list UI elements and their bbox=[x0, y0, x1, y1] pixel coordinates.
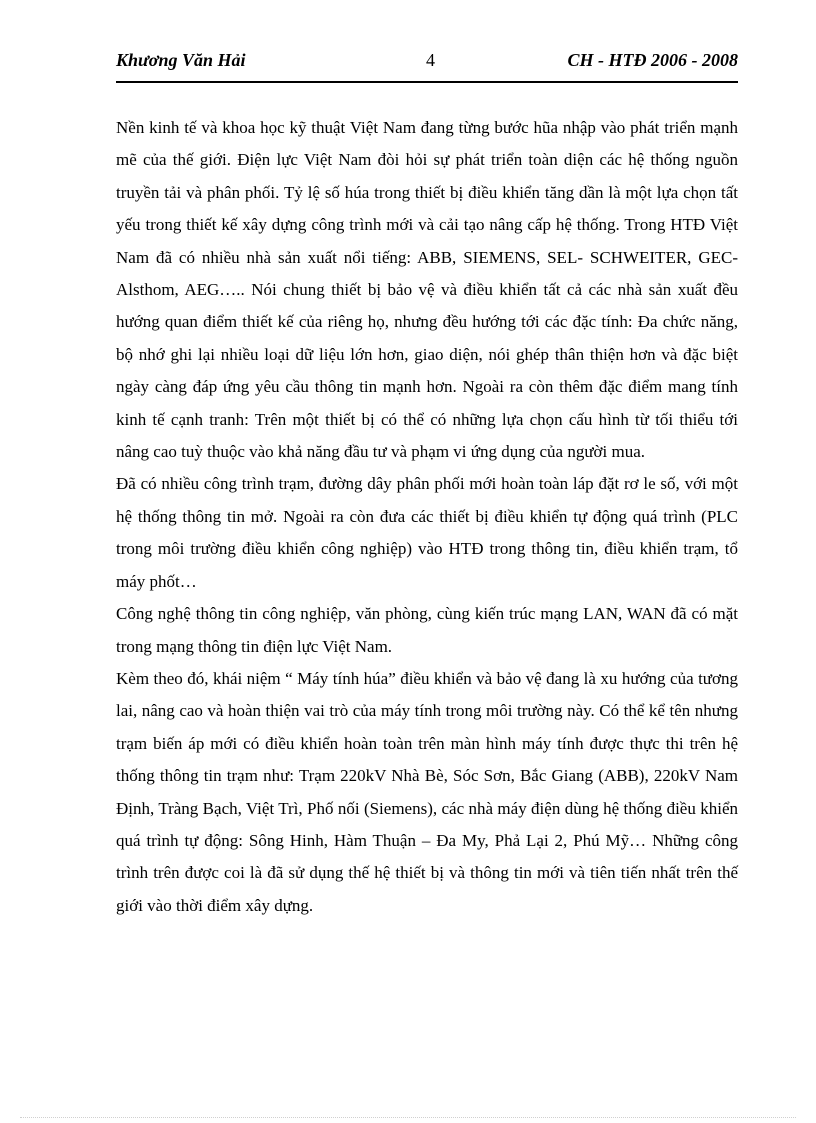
footer-divider bbox=[20, 1117, 796, 1118]
paragraph: Công nghệ thông tin công nghiệp, văn phòng, cùng kiến trúc mạng LAN, WAN đã có mặt trong mạng thông tin điện lực Việt Nam. bbox=[116, 604, 738, 656]
paragraph: Đã có nhiều công trình trạm, đường dây phân phối mới hoàn toàn láp đặt rơ le số, với một hệ thống thông tin mở. Ngoài ra còn đưa các thiết bị điều khiển tự động quá trình (PLC trong môi trường điều khiển công nghiệp) vào HTĐ trong thông tin, điều khiển trạm, tổ máy phốt… bbox=[116, 474, 738, 591]
header-course: CH - HTĐ 2006 - 2008 bbox=[567, 50, 738, 70]
page-header bbox=[116, 48, 738, 74]
header-author: Khương Văn Hải bbox=[116, 50, 246, 70]
header-divider bbox=[116, 81, 738, 83]
paragraph: Kèm theo đó, khái niệm “ Máy tính húa” điều khiển và bảo vệ đang là xu hướng của tương lai, nâng cao và hoàn thiện vai trò của máy tính trong môi trường này. Có thể kể tên nhưng trạm biến áp mới có điều khiển hoàn toàn trên màn hình máy tính được thực thi trên hệ thống thông tin trạm như: Trạm 220kV Nhà Bè, Sóc Sơn, Bắc Giang (ABB), 220kV Nam Định, Tràng Bạch, Việt Trì, Phố nối (Siemens), các nhà máy điện dùng hệ thống điều khiển quá trình tự động: Sông Hinh, Hàm Thuận – Đa My, Phả Lại 2, Phú Mỹ… Những công trình trên được coi là đã sử dụng thế hệ thiết bị và thông tin mới và tiên tiến nhất trên thế giới vào thời điểm xây dựng. bbox=[116, 668, 738, 915]
header-page-number: 4 bbox=[426, 50, 435, 70]
paragraph: Nền kinh tế và khoa học kỹ thuật Việt Nam đang từng bước hũa nhập vào phát triển mạnh mẽ của thế giới. Điện lực Việt Nam đòi hỏi sự phát triển toàn diện các hệ thống nguồn truyền tải và phân phối. Tỷ lệ số húa trong thiết bị điều khiển tăng dần là một lựa chọn tất yếu trong thiết kế xây dựng công trình mới và cải tạo nâng cấp hệ thống. Trong HTĐ Việt Nam đã có nhiều nhà sản xuất nổi tiếng: ABB, SIEMENS, SEL- SCHWEITER, GEC- Alsthom, AEG….. Nói chung thiết bị bảo vệ và điều khiển tất cả các nhà sản xuất đều hướng quan điểm thiết kế của riêng họ, nhưng đều hướng tới các đặc tính: Đa chức năng, bộ nhớ ghi lại nhiều loại dữ liệu lớn hơn, giao diện, nói ghép thân thiện hơn và đặc biệt ngày càng đáp ứng yêu cầu thông tin mạnh hơn. Ngoài ra còn thêm đặc điểm mang tính kinh tế cạnh tranh: Trên một thiết bị có thể có những lựa chọn cấu hình từ tối thiểu tới nâng cao tuỳ thuộc vào khả năng đầu tư và phạm vi ứng dụng của người mua. bbox=[116, 118, 738, 462]
body-text bbox=[116, 112, 738, 922]
